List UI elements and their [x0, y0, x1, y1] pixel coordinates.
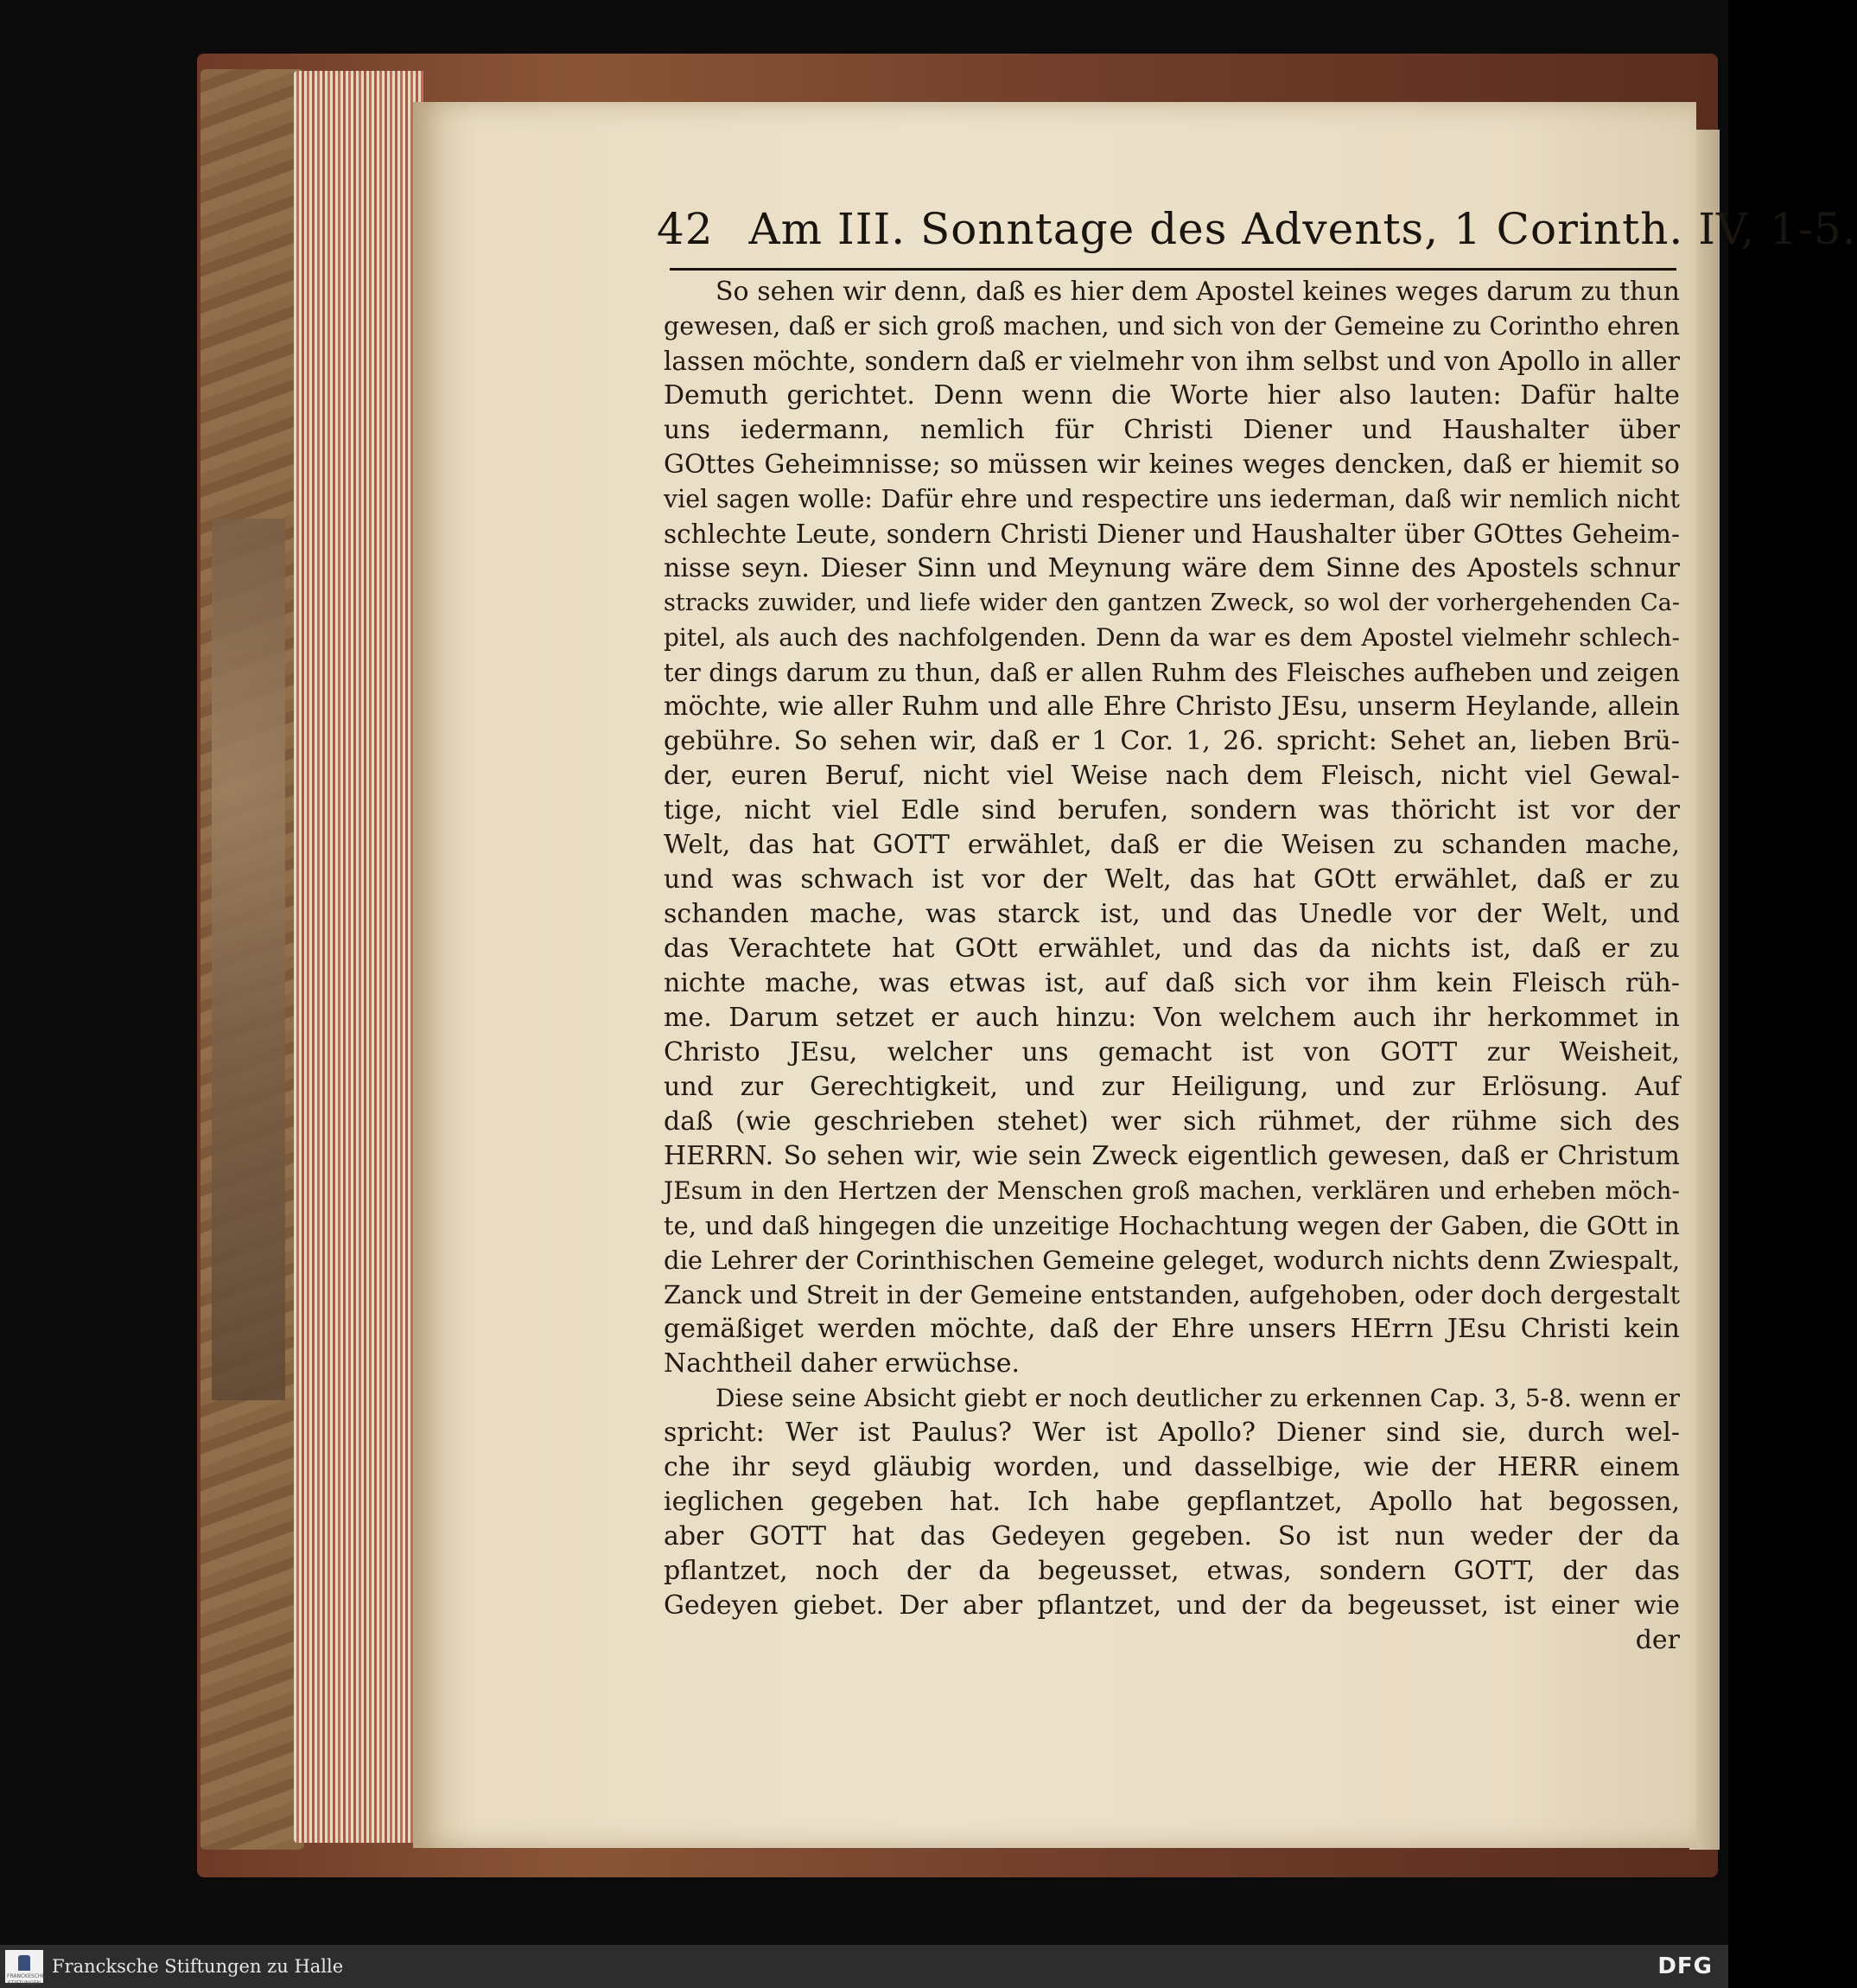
text-line: Welt, das hat GOTT erwählet, daß er die Weisen zu schanden mache, [664, 830, 1680, 860]
logo-text: FRANCKESCHE STIFTUNGEN [7, 1973, 46, 1986]
text-line: Christo JEsu, welcher uns gemacht ist von GOTT zur Weisheit, [664, 1037, 1680, 1067]
text-line: und was schwach ist vor der Welt, das hat GOtt erwählet, daß er zu [664, 864, 1680, 895]
text-line: Zanck und Streit in der Gemeine entstanden, aufgehoben, oder doch dergestalt [664, 1280, 1680, 1309]
text-line: te, und daß hingegen die unzeitige Hochachtung wegen der Gaben, die GOtt in [664, 1211, 1680, 1240]
text-line: die Lehrer der Corinthischen Gemeine geleget, wodurch nichts denn Zwiespalt, [664, 1246, 1681, 1275]
text-line: der, euren Beruf, nicht viel Weise nach dem Fleisch, nicht viel Gewal- [664, 761, 1680, 791]
dfg-logo: DFG [1657, 1953, 1713, 1979]
text-line: aber GOTT hat das Gedeyen gegeben. So ist nun weder der da [664, 1521, 1680, 1552]
text-line: tige, nicht viel Edle sind berufen, sondern was thöricht ist vor der [664, 795, 1680, 825]
text-line: viel sagen wolle: Dafür ehre und respectire uns iederman, daß wir nemlich nicht [664, 485, 1680, 513]
institution-name: Francksche Stiftungen zu Halle [52, 1956, 344, 1977]
text-line: schlechte Leute, sondern Christi Diener und Haushalter über GOttes Geheim- [664, 519, 1680, 549]
text-line: möchte, wie aller Ruhm und alle Ehre Christo JEsu, unserm Heylande, allein [664, 691, 1680, 722]
text-line: schanden mache, was starck ist, und das Unedle vor der Welt, und [664, 899, 1680, 929]
text-line: pitel, als auch des nachfolgenden. Denn da war es dem Apostel vielmehr schlech- [664, 623, 1680, 652]
text-line: daß (wie geschrieben stehet) wer sich rühmet, der rühme sich des [664, 1106, 1680, 1137]
text-line: ter dings darum zu thun, daß er allen Ruhm des Fleisches aufheben und zeigen [664, 658, 1680, 687]
text-line: ieglichen gegeben hat. Ich habe gepflantzet, Apollo hat begossen, [664, 1487, 1680, 1517]
institution-logo [5, 1950, 46, 1986]
text-line: und zur Gerechtigkeit, und zur Heiligung, und zur Erlösung. Auf [664, 1072, 1680, 1102]
text-line: me. Darum setzet er auch hinzu: Von welchem auch ihr herkommet in [664, 1003, 1680, 1033]
text-line: HERRN. So sehen wir, wie sein Zweck eigentlich gewesen, daß er Christum [664, 1141, 1680, 1171]
text-line: So sehen wir denn, daß es hier dem Apostel keines weges darum zu thun [715, 277, 1680, 307]
text-line: das Verachtete hat GOtt erwählet, und das da nichts ist, daß er zu [664, 933, 1680, 964]
text-line: Gedeyen giebet. Der aber pflantzet, und der da begeusset, ist einer wie [664, 1590, 1680, 1621]
viewer-footer [0, 1945, 1728, 1988]
page-body [664, 275, 1680, 1658]
text-line: Demuth gerichtet. Denn wenn die Worte hier also lauten: Dafür halte [664, 380, 1680, 411]
text-line: Nachtheil daher erwüchse. [664, 1348, 1021, 1379]
text-line: GOttes Geheimnisse; so müssen wir keines weges dencken, daß er hiemit so [664, 449, 1680, 480]
text-line: nisse seyn. Dieser Sinn und Meynung wäre dem Sinne des Apostels schnur [664, 553, 1680, 583]
text-line: JEsum in den Hertzen der Menschen groß machen, verklären und erheben möch- [664, 1176, 1680, 1205]
text-line: che ihr seyd gläubig worden, und dasselbige, wie der HERR einem [664, 1452, 1680, 1482]
text-line: gewesen, daß er sich groß machen, und sich von der Gemeine zu Corintho ehren [664, 312, 1680, 341]
page-edges [294, 71, 423, 1843]
text-line: gemäßiget werden möchte, daß der Ehre unsers HErrn JEsu Christi kein [664, 1314, 1680, 1344]
text-line: gebühre. So sehen wir, daß er 1 Cor. 1, 26. spricht: Sehet an, lieben Brü- [664, 726, 1680, 756]
logo-building-icon [18, 1955, 30, 1971]
text-line: nichte mache, was etwas ist, auf daß sich vor ihm kein Fleisch rüh- [664, 968, 1680, 998]
text-line: uns iedermann, nemlich für Christi Diener und Haushalter über [664, 415, 1680, 445]
header-title: Am III. Sonntage des Advents, 1 Corinth. IV, 1-5. [748, 204, 1857, 254]
text-line: stracks zuwider, und liefe wider den gantzen Zweck, so wol der vorhergehenden Ca- [664, 589, 1680, 616]
header-rule [670, 268, 1676, 271]
text-line: lassen möchte, sondern daß er vielmehr von ihm selbst und von Apollo in aller [664, 347, 1680, 376]
text-line: pflantzet, noch der da begeusset, etwas, sondern GOTT, der das [664, 1556, 1680, 1586]
text-line: spricht: Wer ist Paulus? Wer ist Apollo? Diener sind sie, durch wel- [664, 1418, 1680, 1448]
marbled-endpaper [212, 519, 285, 1400]
text-line: Diese seine Absicht giebt er noch deutlicher zu erkennen Cap. 3, 5-8. wenn er [715, 1384, 1680, 1412]
running-header [657, 204, 1857, 254]
catchword: der [1635, 1625, 1680, 1655]
page-number: 42 [657, 204, 714, 254]
